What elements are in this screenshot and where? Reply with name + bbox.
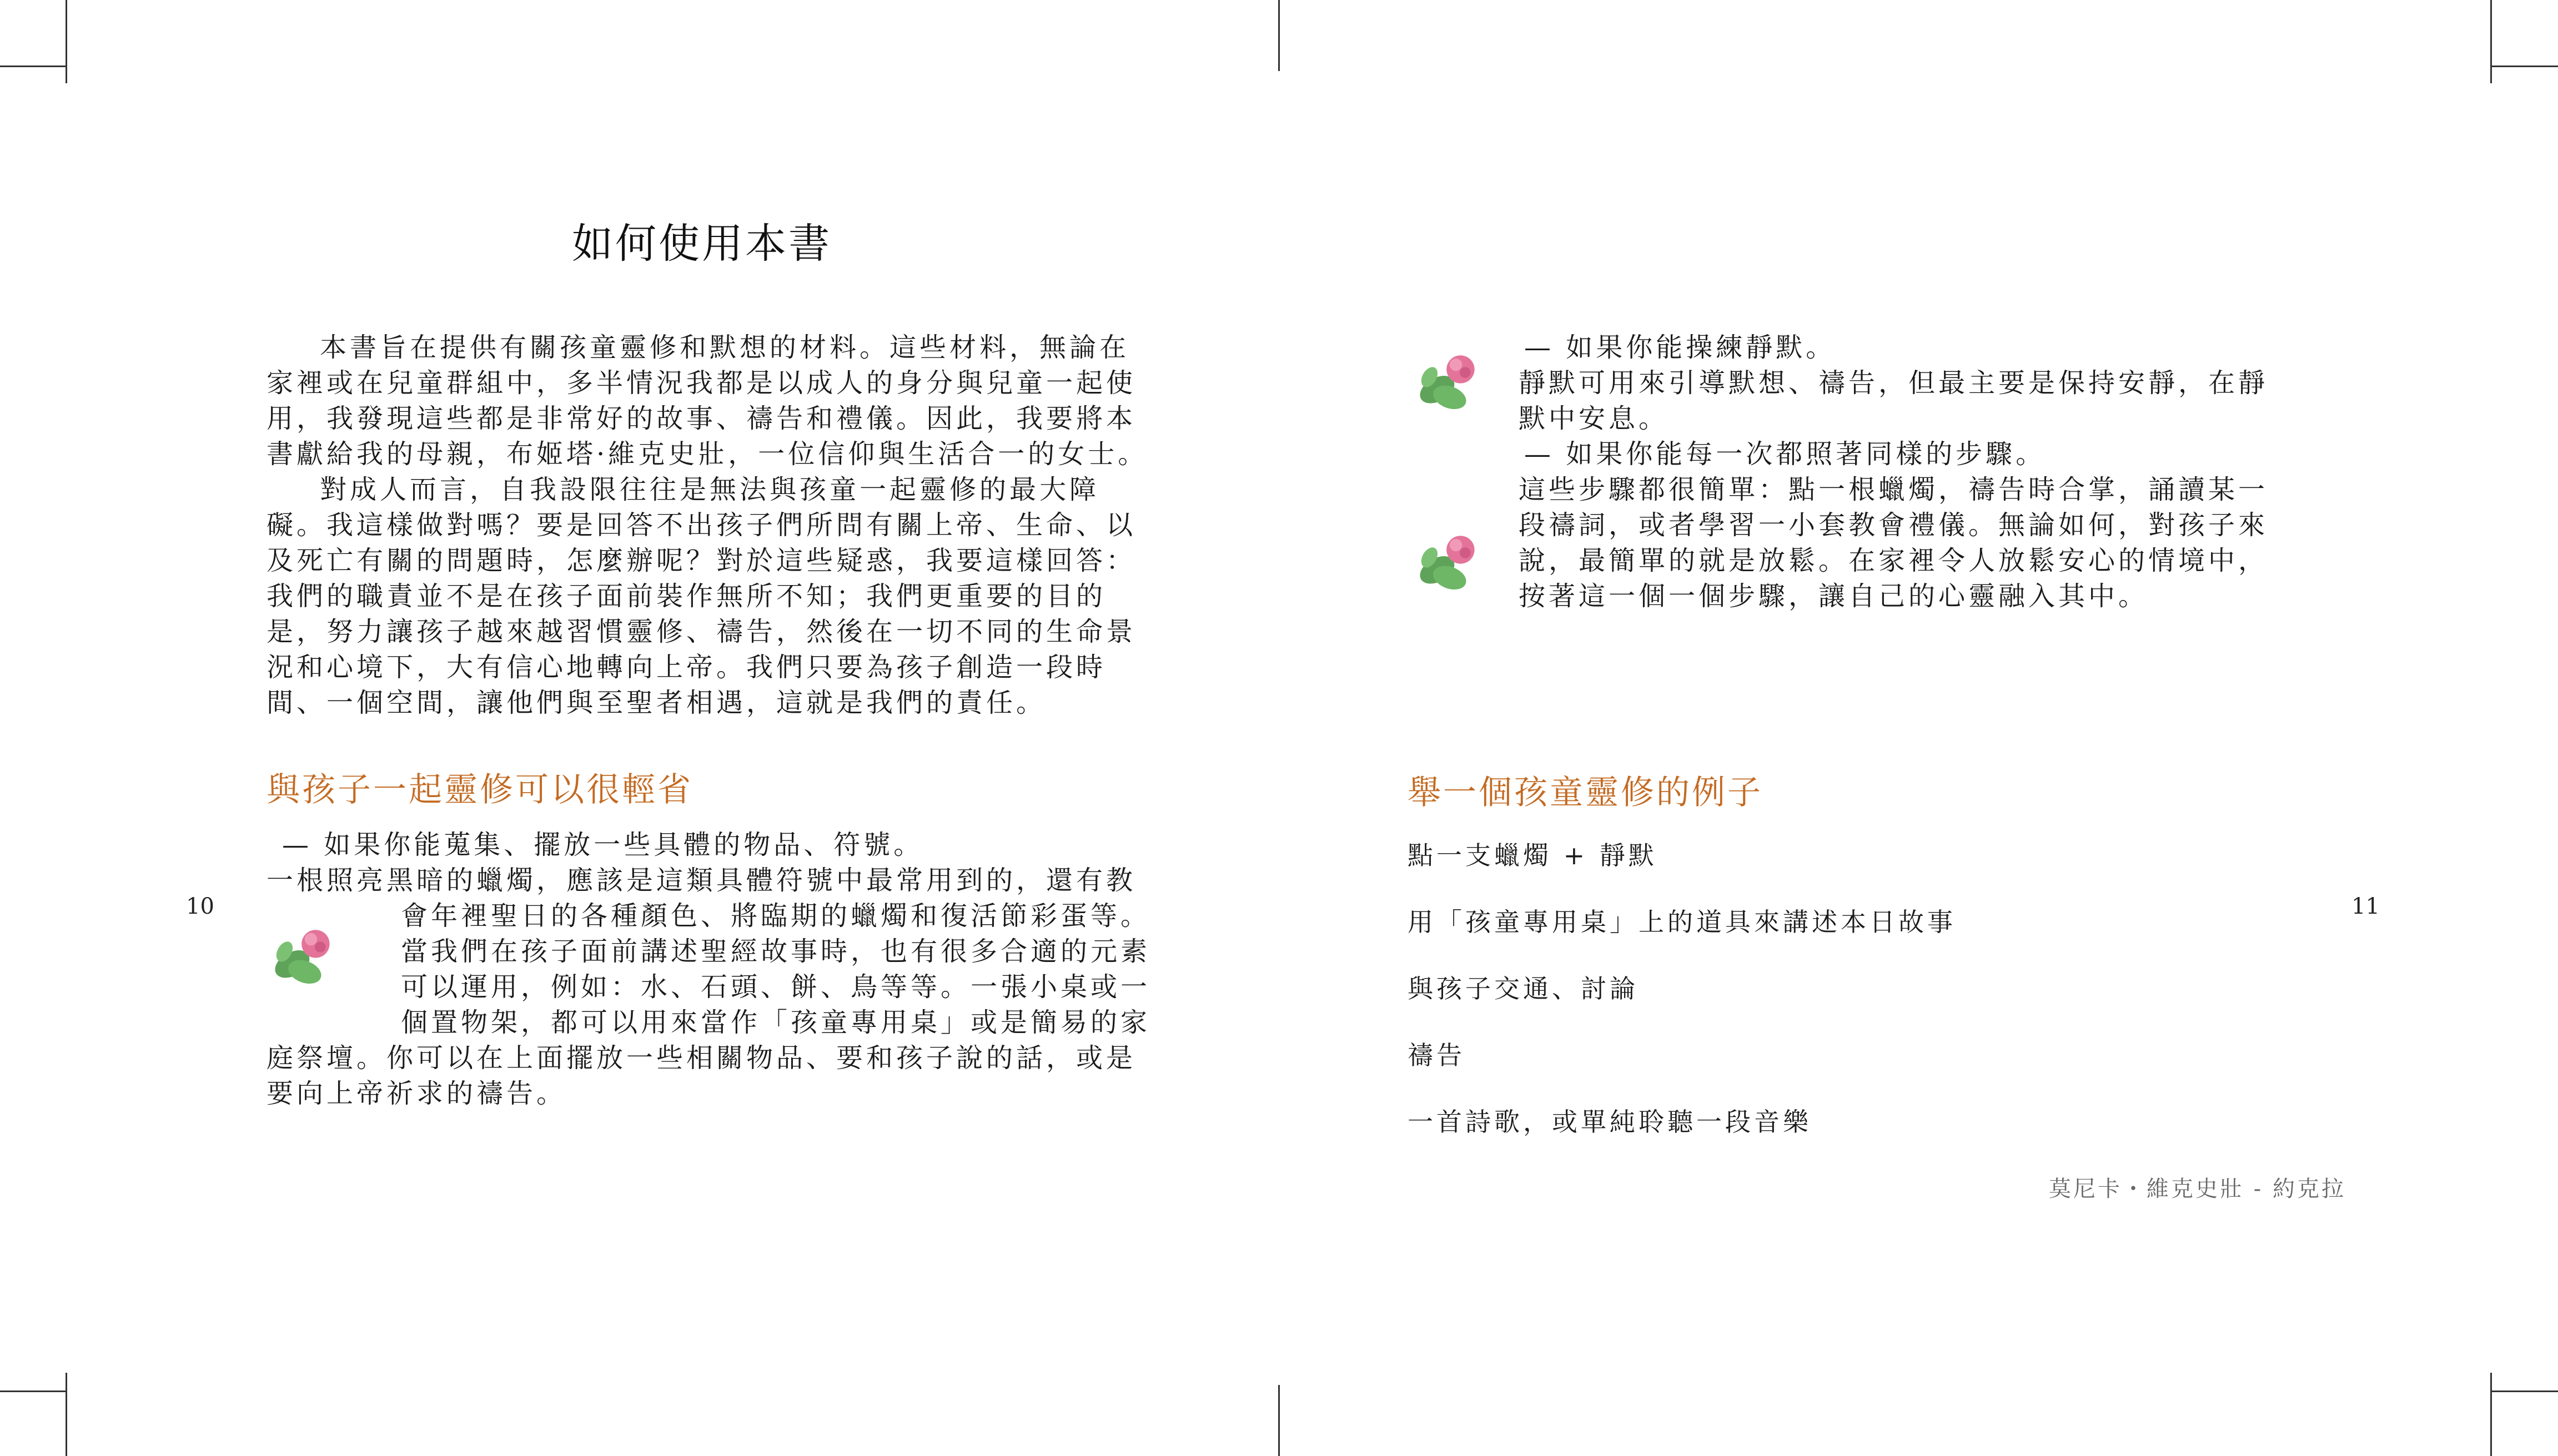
crop-mark xyxy=(2490,1390,2558,1392)
crop-mark xyxy=(0,66,66,67)
block-line: 按著這一個一個步驟，讓自己的心靈融入其中。 xyxy=(1519,581,2149,612)
section-text xyxy=(267,827,1166,1111)
clover-flower-icon xyxy=(259,916,348,994)
section-heading: 舉一個孩童靈修的例子 xyxy=(1408,773,1763,812)
section-heading: 與孩子一起靈修可以很輕省 xyxy=(267,770,693,809)
crop-mark xyxy=(66,0,67,83)
crop-mark xyxy=(0,1390,66,1392)
section-line: 會年裡聖日的各種顏色、將臨期的蠟燭和復活節彩蛋等。 xyxy=(401,900,1151,931)
example-step: 與孩子交通、討論 xyxy=(1408,974,1639,1004)
crop-mark xyxy=(2490,1373,2492,1456)
section-line: — 如果你能蒐集、擺放一些具體的物品、符號。 xyxy=(282,829,924,860)
section-line: 要向上帝祈求的禱告。 xyxy=(267,1078,567,1109)
author-credit: 莫尼卡・維克史壯 - 約克拉 xyxy=(2049,1176,2346,1202)
block-line: — 如果你能每一次都照著同樣的步驟。 xyxy=(1524,439,2046,470)
clover-flower-icon xyxy=(1404,522,1492,599)
page-number: 10 xyxy=(186,894,214,919)
section-line: 一根照亮黑暗的蠟燭，應該是這類具體符號中最常用到的，還有教 xyxy=(267,865,1137,896)
block-line: — 如果你能操練靜默。 xyxy=(1524,332,1836,363)
page-title: 如何使用本書 xyxy=(572,220,832,268)
block-line: 段禱詞，或者學習一小套教會禮儀。無論如何，對孩子來 xyxy=(1519,510,2269,541)
section-line: 可以運用，例如：水、石頭、餅、鳥等等。一張小桌或一 xyxy=(401,971,1151,1002)
section-line: 個置物架，都可以用來當作「孩童專用桌」或是簡易的家 xyxy=(401,1007,1151,1038)
block-line: 說，最簡單的就是放鬆。在家裡令人放鬆安心的情境中， xyxy=(1519,545,2269,576)
example-step: 用「孩童專用桌」上的道具來講述本日故事 xyxy=(1408,907,1956,937)
block-line: 默中安息。 xyxy=(1519,403,1669,434)
block-line: 靜默可用來引導默想、禱告，但最主要是保持安靜，在靜 xyxy=(1519,367,2269,399)
crop-mark xyxy=(1278,1385,1280,1456)
block-steps xyxy=(1519,436,2329,614)
example-step: 點一支蠟燭 + 靜默 xyxy=(1408,840,1657,870)
intro-text xyxy=(267,330,1155,721)
page-number: 11 xyxy=(2351,894,2380,919)
crop-mark xyxy=(66,1373,67,1456)
intro-paragraph: 對成人而言，自我設限往往是無法與孩童一起靈修的最大障礙。我這樣做對嗎？要是回答不出孩子們所問有關上帝、生命、以及死亡有關的問題時，怎麼辦呢？對於這些疑惑，我要這樣回答：我們的職責並不是在孩子面前裝作無所不知；我們更重要的目的是，努力讓孩子越來越習慣靈修、禱告，然後在一切不同的生命景況和心境下，大有信心地轉向上帝。我們只要為孩子創造一段時間、一個空間，讓他們與至聖者相遇，這就是我們的責任。 xyxy=(267,474,1137,718)
crop-mark xyxy=(2490,66,2558,67)
section-line: 庭祭壇。你可以在上面擺放一些相關物品、要和孩子說的話，或是 xyxy=(267,1042,1137,1074)
crop-mark xyxy=(1278,0,1280,71)
example-step: 禱告 xyxy=(1408,1040,1465,1070)
example-step: 一首詩歌，或單純聆聽一段音樂 xyxy=(1408,1107,1812,1137)
section-line: 當我們在孩子面前講述聖經故事時，也有很多合適的元素 xyxy=(401,936,1151,967)
crop-mark xyxy=(2490,0,2492,83)
block-line: 這些步驟都很簡單：點一根蠟燭，禱告時合掌，誦讀某一 xyxy=(1519,474,2269,505)
block-silence xyxy=(1519,330,2329,436)
intro-paragraph: 本書旨在提供有關孩童靈修和默想的材料。這些材料，無論在家裡或在兒童群組中，多半情況我都是以成人的身分與兒童一起使用，我發現這些都是非常好的故事、禱告和禮儀。因此，我要將本書獻給我的母親，布姬塔·維克史壯，一位信仰與生活合一的女士。 xyxy=(267,332,1148,470)
clover-flower-icon xyxy=(1404,341,1492,419)
